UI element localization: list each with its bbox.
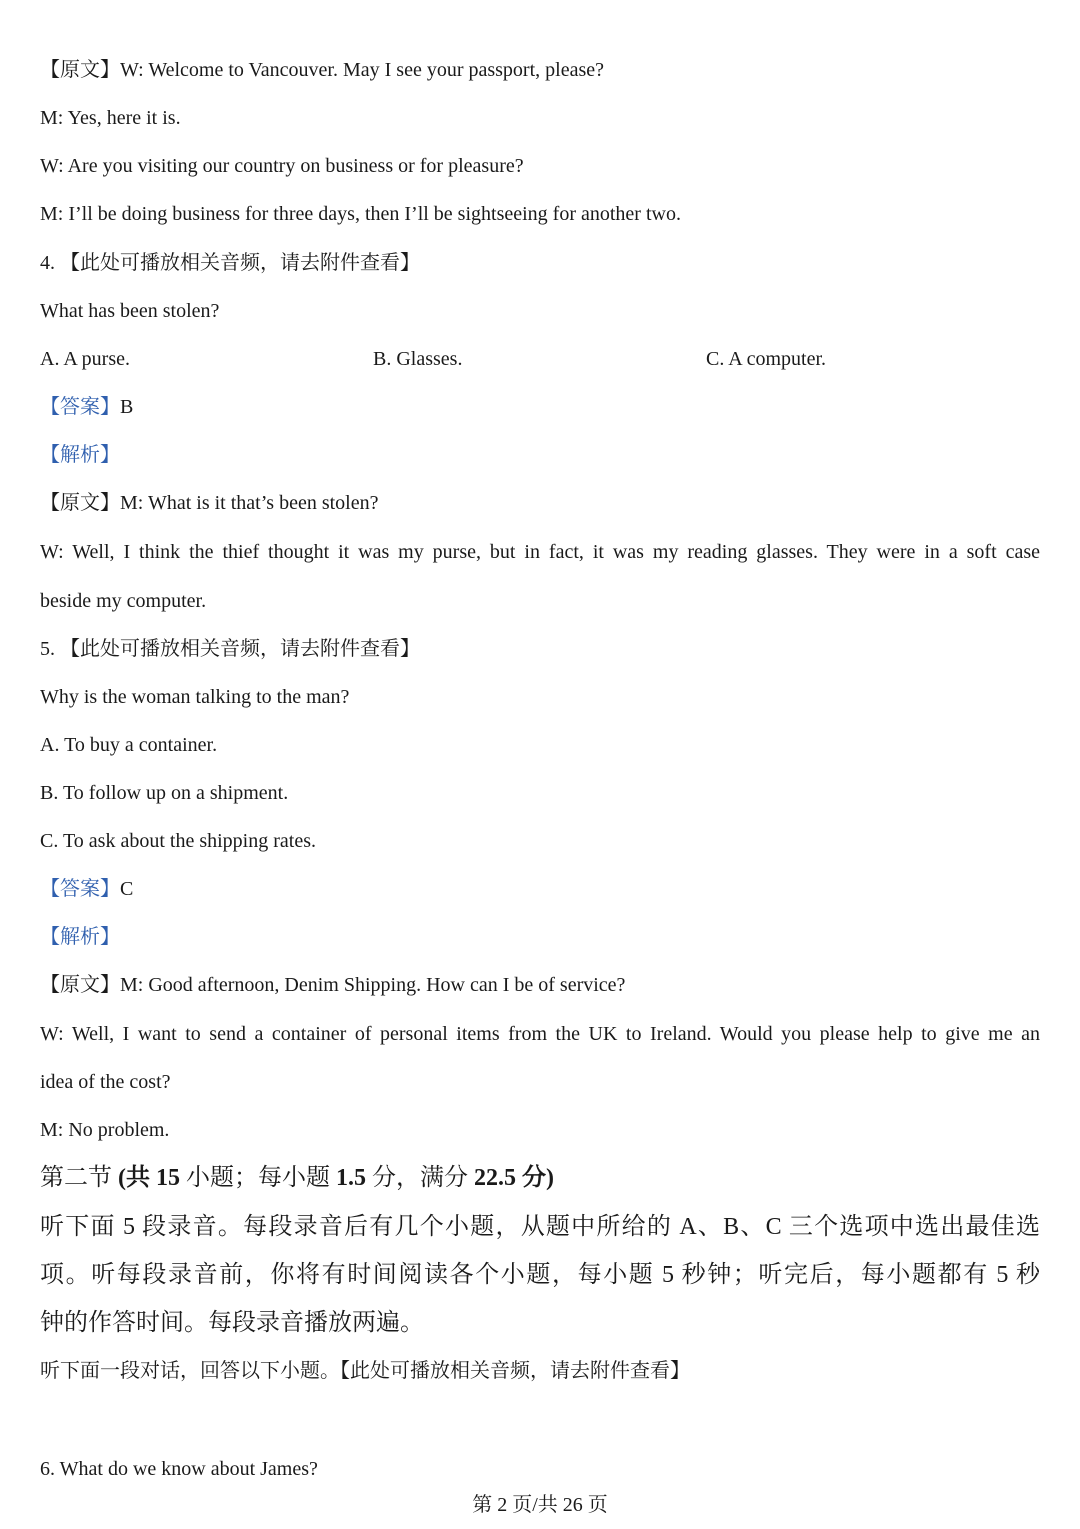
analysis-label: 【解析】 [40,444,120,466]
section-count-close: 分) [522,1165,554,1191]
transcript-text: M: Good afternoon, Denim Shipping. How can I be of service? [120,974,626,996]
sub-instructions: 听下面一段对话，回答以下小题。【此处可播放相关音频，请去附件查看】 [40,1360,690,1382]
question-5-option-c: C. To ask about the shipping rates. [40,830,316,852]
original-label: 【原文】 [40,974,120,996]
audio-link[interactable]: 【此处可播放相关音频，请去附件查看】 [60,636,420,660]
answer-label: 【答案】 [40,878,120,900]
question-number: 5. [40,638,55,660]
question-4-original [40,490,1040,516]
section-title [40,1163,1040,1193]
question-4-option-b: B. Glasses. [373,348,463,370]
transcript-line [40,57,1040,83]
transcript-line: idea of the cost? [40,1071,171,1093]
section-question-count: 15 [156,1165,180,1191]
question-5-answer [40,876,1040,902]
audio-link[interactable]: 【此处可播放相关音频，请去附件查看】 [60,250,420,274]
section-per-question-score: 1.5 [336,1165,366,1191]
section-count-open: (共 [118,1165,150,1191]
question-4-text: What has been stolen? [40,300,220,322]
answer-value: C [120,878,134,900]
transcript-line: M: Yes, here it is. [40,107,181,129]
question-5-header [40,635,1040,662]
transcript-line: M: No problem. [40,1119,170,1141]
question-6-text: 6. What do we know about James? [40,1458,318,1480]
analysis-label: 【解析】 [40,926,120,948]
question-5-option-b: B. To follow up on a shipment. [40,782,289,804]
answer-label: 【答案】 [40,396,120,418]
question-5-original [40,972,1040,998]
question-5-option-a: A. To buy a container. [40,734,218,756]
section-instructions-line: 钟的作答时间。每段录音播放两遍。 [40,1310,424,1336]
answer-value: B [120,396,134,418]
original-label: 【原文】 [40,59,120,81]
section-total-score: 22.5 [474,1165,516,1191]
section-instructions-line: 听下面 5 段录音。每段录音后有几个小题，从题中所给的 A、B、C 三个选项中选出最佳选 [40,1214,1040,1240]
original-label: 【原文】 [40,492,120,514]
question-4-option-c: C. A computer. [706,348,826,370]
transcript-text: M: What is it that’s been stolen? [120,492,379,514]
transcript-line: W: Are you visiting our country on business or for pleasure? [40,155,524,177]
section-name: 第二节 [40,1165,112,1191]
section-total-label: 分，满分 [372,1165,468,1191]
section-per-question-label: 小题；每小题 [186,1165,330,1191]
question-number: 4. [40,252,55,274]
transcript-line: beside my computer. [40,590,207,612]
transcript-line: M: I’ll be doing business for three days, then I’ll be sightseeing for another two. [40,203,681,225]
question-4-header [40,249,1040,276]
transcript-line: W: Well, I want to send a container of personal items from the UK to Ireland. Would you please help to give me an [40,1023,1040,1045]
question-4-answer [40,394,1040,420]
transcript-text: W: Welcome to Vancouver. May I see your passport, please? [120,59,604,81]
transcript-line: W: Well, I think the thief thought it was my purse, but in fact, it was my reading glasses. They were in a soft case [40,541,1040,563]
section-instructions-line: 项。听每段录音前，你将有时间阅读各个小题，每小题 5 秒钟；听完后，每小题都有 5 秒 [40,1262,1040,1288]
page-footer: 第 2 页/共 26 页 [472,1494,608,1516]
question-4-option-a: A. A purse. [40,348,130,370]
question-5-text: Why is the woman talking to the man? [40,686,350,708]
